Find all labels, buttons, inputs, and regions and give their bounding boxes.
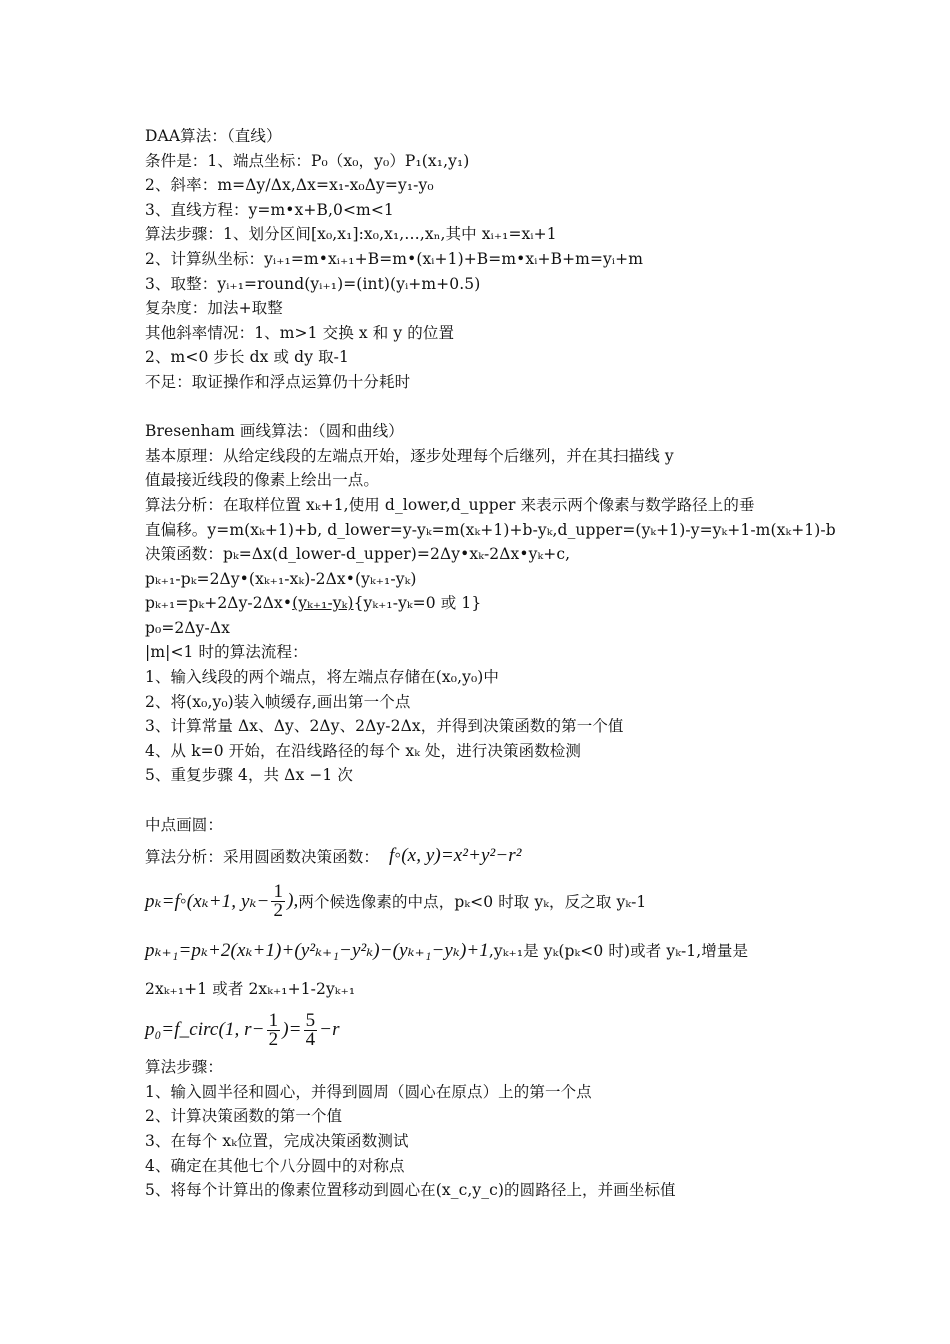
- bresenham-step-3: 3、计算常量 Δx、Δy、2Δy、2Δy-2Δx，并得到决策函数的第一个值: [145, 717, 624, 736]
- midpoint-pk-row: [145, 875, 835, 927]
- bresenham-line-6: pₖ₊₁-pₖ=2Δy•(xₖ₊₁-xₖ)-2Δx•(yₖ₊₁-yₖ): [145, 569, 417, 588]
- midpoint-pk1-row: [145, 927, 835, 973]
- p0-formula-c: −r: [319, 1019, 340, 1041]
- midpoint-p0-row: [145, 1005, 835, 1055]
- daa-line-5: 2、计算纵坐标：yᵢ₊₁=m•xᵢ₊₁+B=m•(xᵢ+1)+B=m•xᵢ+B+m=yᵢ+m: [145, 249, 643, 268]
- bresenham-line-2: 值最接近线段的像素上绘出一点。: [145, 471, 380, 490]
- midpoint-step-3: 3、在每个 xₖ位置，完成决策函数测试: [145, 1132, 409, 1150]
- daa-title: DAA算法：（直线）: [145, 127, 282, 145]
- bresenham-line-4: 直偏移。y=m(xₖ+1)+b, d_lower=y-yₖ=m(xₖ+1)+b-yₖ,d_upper=(yₖ+1)-y=yₖ+1-m(xₖ+1)-b: [145, 520, 836, 539]
- midpoint-title: 中点画圆：: [145, 815, 224, 834]
- fraction-one-half: $\frac{1}{2}$: [273, 880, 284, 921]
- bresenham-line-5: 决策函数：pₖ=Δx(d_lower-d_upper)=2Δy•xₖ-2Δx•yₖ+c,: [145, 545, 571, 564]
- spacer: [145, 395, 835, 420]
- p0-formula-a: p₀=f_circ(1, r−: [145, 1019, 265, 1041]
- fraction-one-half: $\frac{1}{2}$: [268, 1009, 279, 1050]
- midpoint-analysis-row: [145, 837, 835, 875]
- daa-line-8: 其他斜率情况：1、m>1 交换 x 和 y 的位置: [145, 323, 455, 342]
- daa-line-7: 复杂度：加法+取整: [145, 299, 283, 318]
- midpoint-analysis-label: 算法分析：采用圆函数决策函数：: [145, 848, 380, 867]
- bresenham-line-7-c: {yₖ₊₁-yₖ=0 或 1}: [353, 594, 482, 613]
- bresenham-line-8: p₀=2Δy-Δx: [145, 618, 231, 637]
- daa-line-4: 算法步骤：1、划分区间[x₀,x₁]:x₀,x₁,…,xₙ,其中 xᵢ₊₁=xᵢ+1: [145, 225, 557, 244]
- daa-line-3: 3、直线方程：y=m•x+B,0<m<1: [145, 200, 394, 219]
- bresenham-line-1: 基本原理：从给定线段的左端点开始，逐步处理每个后继列，并在其扫描线 y: [145, 446, 674, 465]
- circle-function-formula: f◦(x, y)=x²+y²−r²: [389, 845, 522, 867]
- pk1-explanation: ,yₖ₊₁是 yₖ(pₖ<0 时)或者 yₖ-1,增量是: [488, 942, 749, 961]
- pk-formula-a: pₖ=f◦(xₖ+1, yₖ−: [145, 890, 270, 912]
- bresenham-step-1: 1、输入线段的两个端点，将左端点存储在(x₀,y₀)中: [145, 668, 500, 687]
- bresenham-line-7-a: pₖ₊₁=pₖ+2Δy-2Δx•: [145, 594, 293, 613]
- fraction-five-quarters: $\frac{5}{4}$: [305, 1009, 316, 1050]
- daa-line-9: 2、m<0 步长 dx 或 dy 取-1: [145, 348, 349, 367]
- pk1-formula: pₖ₊₁=pₖ+2(xₖ+1)+(y²ₖ₊₁−y²ₖ)−(yₖ₊₁−yₖ)+1: [145, 939, 489, 961]
- bresenham-step-5: 5、重复步骤 4，共 Δx −1 次: [145, 766, 354, 785]
- bresenham-line-7-underlined: (yₖ₊₁-yₖ): [292, 594, 354, 613]
- bresenham-step-4: 4、从 k=0 开始，在沿线路径的每个 xₖ 处，进行决策函数检测: [145, 741, 582, 760]
- daa-line-1: 条件是：1、端点坐标：P₀（x₀，y₀）P₁(x₁,y₁): [145, 151, 470, 170]
- spacer: [145, 788, 835, 813]
- bresenham-line-9: |m|<1 时的算法流程：: [145, 643, 308, 662]
- midpoint-step-2: 2、计算决策函数的第一个值: [145, 1107, 343, 1126]
- midpoint-step-5: 5、将每个计算出的像素位置移动到圆心在(x_c,y_c)的圆路径上，并画坐标值: [145, 1181, 676, 1200]
- bresenham-line-7: [145, 591, 835, 616]
- midpoint-step-1: 1、输入圆半径和圆心，并得到圆周（圆心在原点）上的第一个点: [145, 1082, 592, 1101]
- daa-line-10: 不足：取证操作和浮点运算仍十分耗时: [145, 372, 411, 391]
- pk-formula-b: ),: [287, 890, 299, 912]
- daa-line-6: 3、取整：yᵢ₊₁=round(yᵢ₊₁)=(int)(yᵢ+m+0.5): [145, 274, 481, 293]
- bresenham-line-3: 算法分析：在取样位置 xₖ+1,使用 d_lower,d_upper 来表示两个像素与数学路径上的垂: [145, 495, 755, 514]
- pk-explanation: 两个候选像素的中点，pₖ<0 时取 yₖ，反之取 yₖ-1: [298, 893, 647, 912]
- midpoint-steps-title: 算法步骤：: [145, 1058, 224, 1077]
- document-page: [145, 124, 835, 1203]
- daa-line-2: 2、斜率：m=Δy/Δx,Δx=x₁-x₀Δy=y₁-y₀: [145, 176, 434, 195]
- increment-line: 2xₖ₊₁+1 或者 2xₖ₊₁+1-2yₖ₊₁: [145, 980, 356, 999]
- bresenham-step-2: 2、将(x₀,y₀)装入帧缓存,画出第一个点: [145, 692, 411, 711]
- midpoint-step-4: 4、确定在其他七个八分圆中的对称点: [145, 1156, 405, 1175]
- p0-formula-b: )=: [282, 1019, 302, 1041]
- bresenham-title: Bresenham 画线算法：（圆和曲线）: [145, 422, 404, 441]
